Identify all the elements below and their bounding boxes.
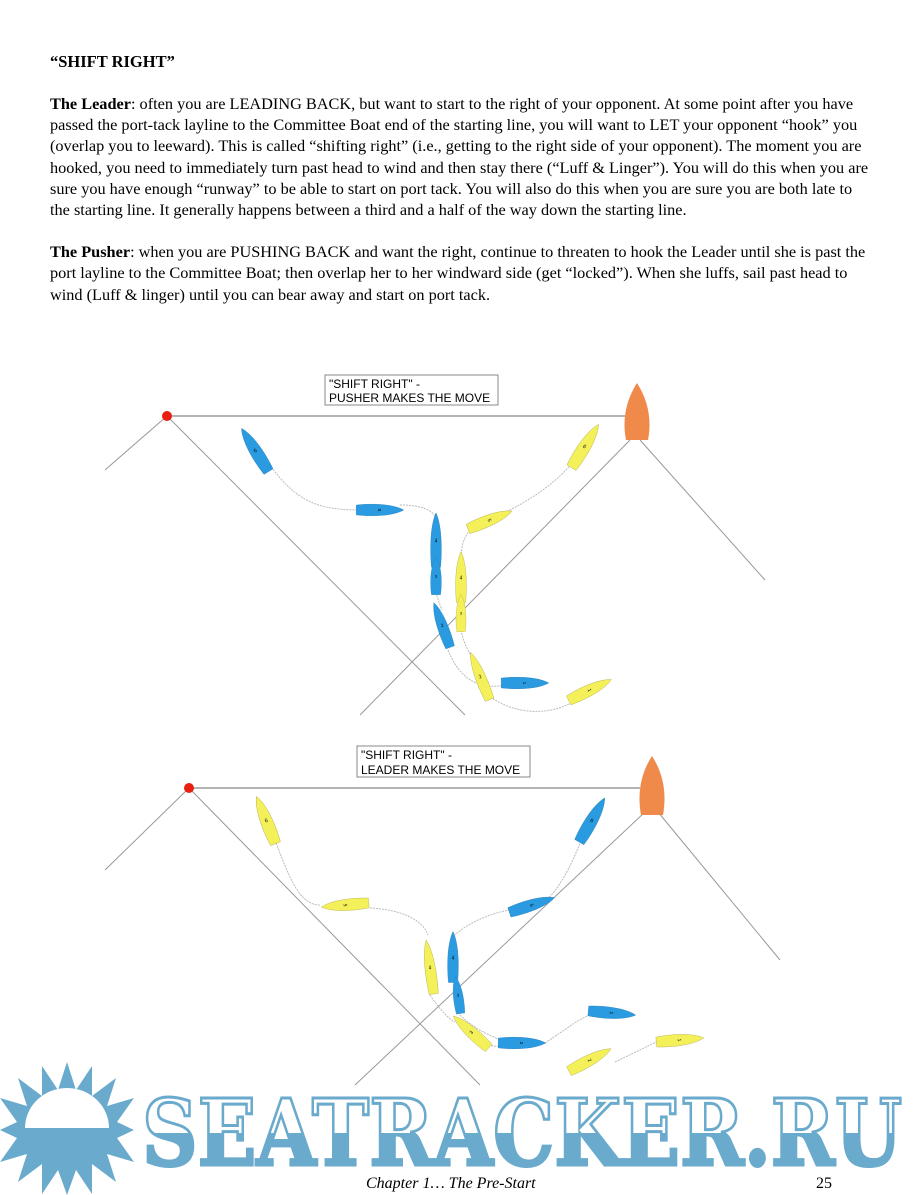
leader-text: : often you are LEADING BACK, but want to start to the right of your opponent. At some point after you have passed the port-tack layline to the Committee Boat end of the starting line, you will want to LET your opponent “hook” you (overlap you to leeward). This is called “shifting right” (i.e., getting to the right side of your opponent). The moment you are hooked, you need to immediately turn past head to wind and then stay there (“Luff & Linger”). You will do this when you are sure you have enough “runway” to be able to start on port tack. You will also do this when you are sure you are both late to the starting line. It generally happens between a third and a half of the way down the starting line. <box>50 94 869 220</box>
svg-text:4: 4 <box>434 538 438 545</box>
blue-boat-6 <box>236 425 274 475</box>
svg-text:6: 6 <box>581 443 588 451</box>
yellow-boat-1 <box>566 674 614 705</box>
svg-text:2: 2 <box>517 1041 523 1045</box>
blue-boat-1 <box>588 1005 636 1021</box>
svg-text:1: 1 <box>675 1038 682 1042</box>
blue-boat-5 <box>508 892 557 918</box>
svg-text:2: 2 <box>440 623 445 630</box>
pusher-lead: The Pusher <box>50 242 131 262</box>
diagram-pusher-makes-move <box>105 375 765 715</box>
blue-boat-1 <box>501 677 549 689</box>
diagram-label-line2: PUSHER MAKES THE MOVE <box>329 391 491 405</box>
blue-boat-2 <box>498 1037 546 1049</box>
yellow-boat-1 <box>656 1032 704 1048</box>
yellow-boat-6 <box>566 421 604 471</box>
yellow-boat-6 <box>251 794 282 846</box>
svg-text:3: 3 <box>456 992 460 998</box>
yellow-boat-5 <box>466 506 514 535</box>
yellow-boat-2 <box>566 1044 613 1077</box>
yellow-boat-4 <box>421 939 439 994</box>
svg-text:3: 3 <box>434 573 438 579</box>
svg-text:6: 6 <box>252 447 259 455</box>
svg-text:4: 4 <box>428 964 432 972</box>
diagram-leader-makes-move <box>105 746 780 1085</box>
pin-mark <box>162 411 172 421</box>
blue-boat-6 <box>574 795 610 845</box>
diagram-label-line2: LEADER MAKES THE MOVE <box>361 763 521 777</box>
watermark-text: SEATRACKER.RU <box>142 1079 902 1187</box>
page-number: 25 <box>816 1175 832 1192</box>
svg-text:2: 2 <box>478 674 483 681</box>
diagram-label-line1: "SHIFT RIGHT" - <box>361 748 452 762</box>
sun-icon <box>0 1062 134 1195</box>
svg-text:6: 6 <box>588 817 595 825</box>
blue-boat-2 <box>429 601 455 649</box>
svg-text:3: 3 <box>469 1030 475 1036</box>
svg-text:4: 4 <box>459 576 463 582</box>
yellow-boat-2 <box>465 650 494 701</box>
svg-text:1: 1 <box>520 681 526 685</box>
pin-mark <box>184 783 194 793</box>
svg-text:4: 4 <box>451 956 455 962</box>
svg-text:1: 1 <box>607 1011 614 1015</box>
footer-chapter: Chapter 1… The Pre-Start <box>366 1175 536 1192</box>
svg-text:1: 1 <box>585 688 592 693</box>
svg-text:5: 5 <box>375 508 381 512</box>
svg-text:6: 6 <box>263 817 269 825</box>
leader-lead: The Leader <box>50 94 131 113</box>
blue-boat-5 <box>356 504 404 516</box>
svg-text:2: 2 <box>585 1058 592 1064</box>
yellow-boat-5 <box>321 897 369 913</box>
svg-text:5: 5 <box>485 518 492 523</box>
diagram-label-line1: "SHIFT RIGHT" - <box>329 377 420 391</box>
pusher-text: : when you are PUSHING BACK and want the right, continue to threaten to hook the Leader until she is past the port layline to the Committee Boat; then overlap her to her windward side (get “locked”). When she luffs, sail past head to wind (Luff & linger) until you can bear away and start on port tack. <box>50 242 866 304</box>
committee-boat <box>624 383 649 440</box>
blue-boat-4 <box>448 932 459 983</box>
section-heading: “SHIFT RIGHT” <box>50 52 175 71</box>
committee-boat <box>639 756 664 815</box>
svg-text:5: 5 <box>343 903 350 907</box>
svg-text:5: 5 <box>527 903 534 908</box>
svg-text:3: 3 <box>459 610 463 616</box>
yellow-boat-3 <box>449 1012 492 1052</box>
